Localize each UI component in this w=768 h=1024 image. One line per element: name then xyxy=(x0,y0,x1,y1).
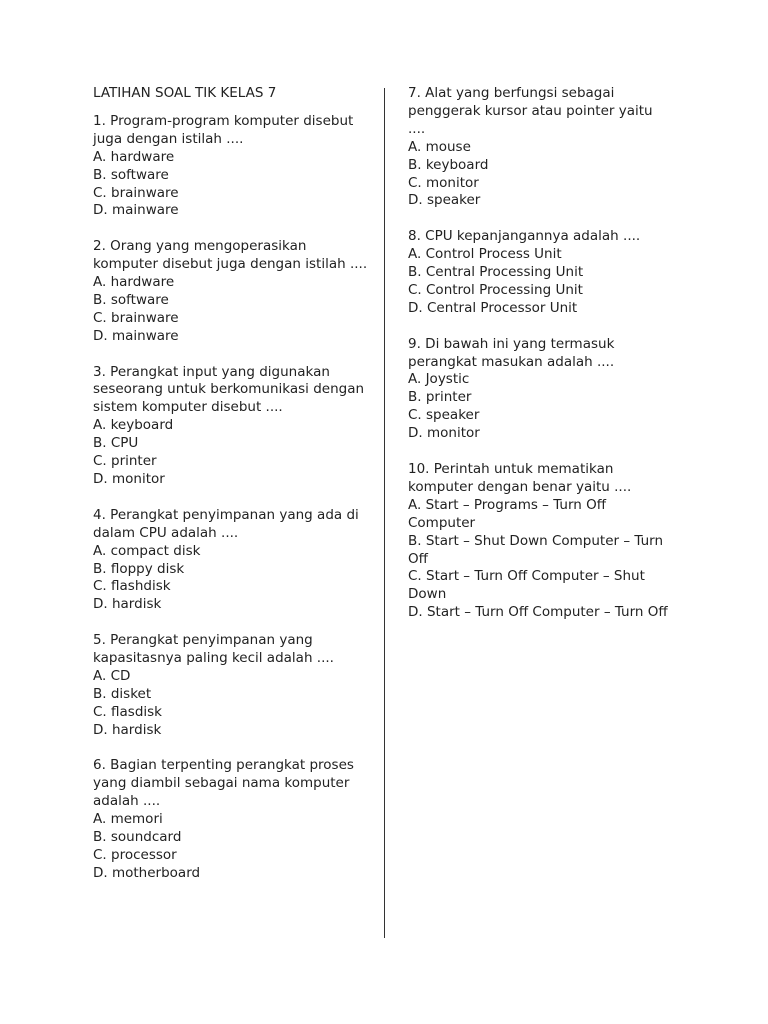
answer-option: B. disket xyxy=(93,685,152,702)
answer-option: B. software xyxy=(93,291,169,308)
question-block xyxy=(408,461,670,622)
question-block xyxy=(93,632,373,739)
question-text: 5. Perangkat penyimpanan yang kapasitasnya paling kecil adalah .... xyxy=(93,632,334,667)
question-text: 9. Di bawah ini yang termasuk perangkat masukan adalah .... xyxy=(408,335,615,370)
answer-option: B. software xyxy=(93,166,169,183)
question-block xyxy=(93,507,373,614)
answer-option: D. monitor xyxy=(93,471,165,487)
answer-option: A. mouse xyxy=(408,138,471,155)
answer-option: B. CPU xyxy=(93,435,139,452)
question-block xyxy=(93,364,373,489)
answer-option: A. Joystic xyxy=(408,371,470,388)
document-title: LATIHAN SOAL TIK KELAS 7 xyxy=(93,85,277,101)
question-block xyxy=(93,113,373,220)
answer-option: A. compact disk xyxy=(93,542,201,559)
answer-option: C. monitor xyxy=(408,174,479,191)
answer-option: D. Central Processor Unit xyxy=(408,299,578,316)
answer-option: B. printer xyxy=(408,389,472,406)
question-block xyxy=(408,85,670,210)
answer-option: C. brainware xyxy=(93,309,179,326)
answer-option: A. memori xyxy=(93,811,163,828)
answer-option: C. processor xyxy=(93,846,177,863)
question-text: 3. Perangkat input yang digunakan seseorang untuk berkomunikasi dengan sistem komputer disebut .... xyxy=(93,363,365,416)
question-text: 1. Program-program komputer disebut juga dengan istilah .... xyxy=(93,112,354,147)
column-divider xyxy=(384,88,385,938)
answer-option: D. mainware xyxy=(93,202,179,219)
question-text: 4. Perangkat penyimpanan yang ada di dalam CPU adalah .... xyxy=(93,506,359,541)
answer-option: C. brainware xyxy=(93,184,179,201)
answer-option: D. Start – Turn Off Computer – Turn Off xyxy=(408,604,668,621)
question-text: 2. Orang yang mengoperasikan komputer disebut juga dengan istilah .... xyxy=(93,238,368,273)
answer-option: D. mainware xyxy=(93,327,179,344)
right-column xyxy=(408,85,670,640)
answer-option: A. Control Process Unit xyxy=(408,246,562,263)
answer-option: B. keyboard xyxy=(408,156,489,173)
question-block xyxy=(408,228,670,318)
answer-option: D. speaker xyxy=(408,192,481,209)
answer-option: C. speaker xyxy=(408,407,480,424)
left-question-list xyxy=(93,113,373,883)
answer-option: A. hardware xyxy=(93,274,175,291)
answer-option: C. flashdisk xyxy=(93,578,171,595)
answer-option: B. Start – Shut Down Computer – Turn Off xyxy=(408,532,664,567)
answer-option: C. printer xyxy=(93,453,157,470)
question-block xyxy=(408,336,670,443)
question-text: 7. Alat yang berfungsi sebagai penggerak kursor atau pointer yaitu .... xyxy=(408,85,653,137)
question-text: 10. Perintah untuk mematikan komputer dengan benar yaitu .... xyxy=(408,460,632,495)
answer-option: B. Central Processing Unit xyxy=(408,264,584,281)
question-block xyxy=(93,757,373,882)
answer-option: B. soundcard xyxy=(93,829,182,846)
question-text: 8. CPU kepanjangannya adalah .... xyxy=(408,228,641,245)
answer-option: C. Control Processing Unit xyxy=(408,281,583,298)
answer-option: D. hardisk xyxy=(93,721,162,738)
answer-option: C. Start – Turn Off Computer – Shut Down xyxy=(408,568,645,603)
answer-option: A. hardware xyxy=(93,148,175,165)
answer-option: D. hardisk xyxy=(93,596,162,613)
answer-option: D. motherboard xyxy=(93,864,201,881)
answer-option: A. Start – Programs – Turn Off Computer xyxy=(408,496,607,531)
question-text: 6. Bagian terpenting perangkat proses yang diambil sebagai nama komputer adalah .... xyxy=(93,757,354,810)
answer-option: B. floppy disk xyxy=(93,560,185,577)
question-block xyxy=(93,238,373,345)
answer-option: A. CD xyxy=(93,667,131,684)
left-column xyxy=(93,85,373,901)
answer-option: D. monitor xyxy=(408,425,480,442)
right-question-list xyxy=(408,85,670,622)
answer-option: A. keyboard xyxy=(93,417,174,434)
answer-option: C. flasdisk xyxy=(93,703,162,720)
